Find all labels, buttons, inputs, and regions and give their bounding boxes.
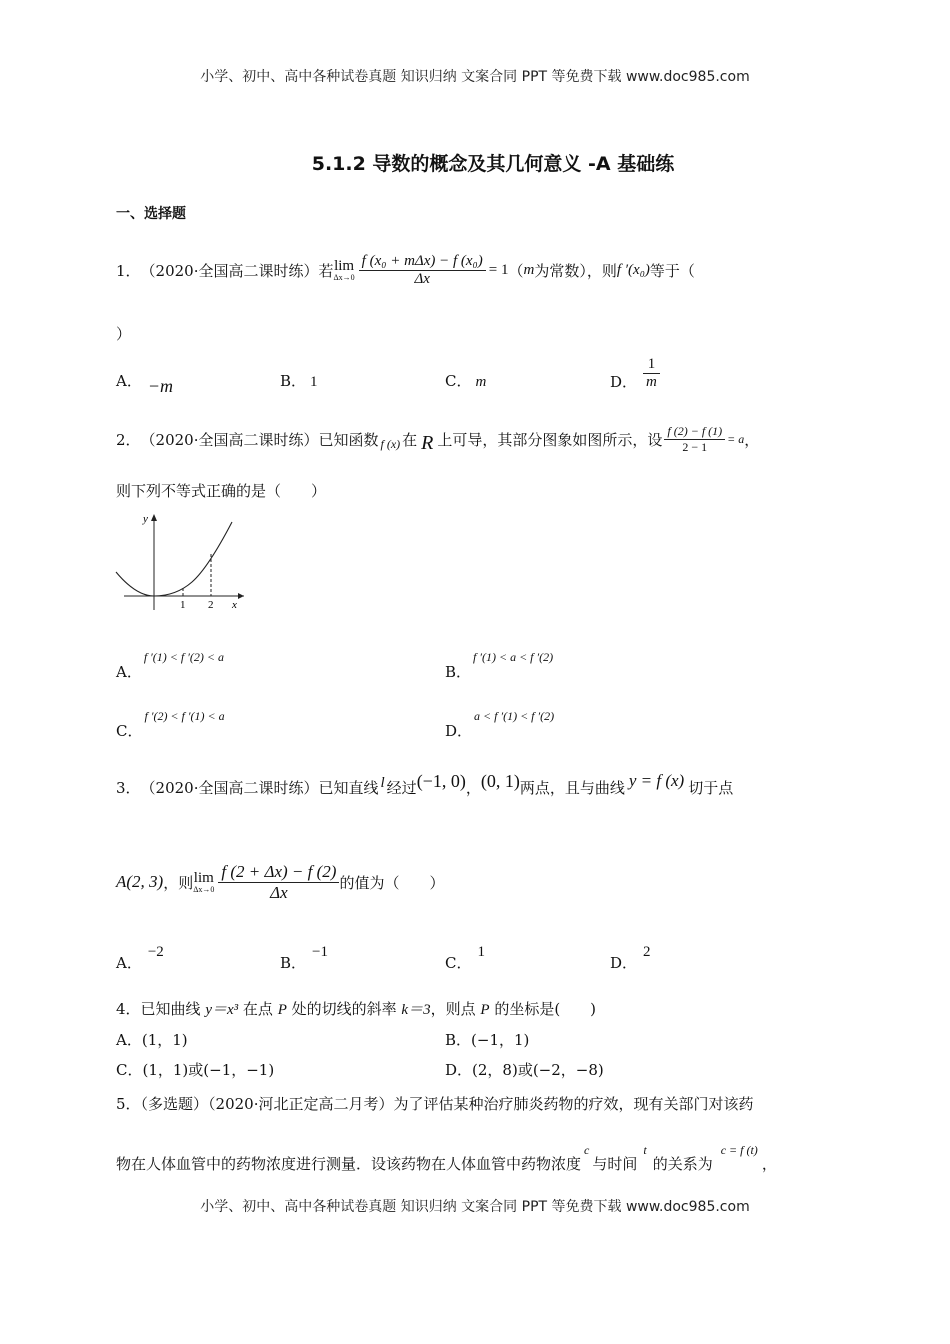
q3-option-a-label: A． — [116, 954, 142, 972]
q1-text-a: （ — [508, 261, 524, 280]
q1-lim-word: lim — [334, 257, 355, 274]
q1-option-b — [280, 370, 318, 391]
q1-frac-numerator: f (x₀ + mΔx) − f (x₀) — [359, 253, 486, 271]
q3-option-d — [610, 940, 651, 972]
q5-c: c — [584, 1143, 590, 1157]
q3-text-d: 切于点 — [688, 778, 734, 797]
q3-option-a-value: −2 — [147, 944, 164, 960]
q1-option-d-label: D． — [610, 373, 638, 391]
q1-option-c — [445, 370, 486, 391]
q4-option-b — [445, 1029, 529, 1050]
q3-option-c — [445, 940, 485, 972]
q2-fx: f (x) — [380, 436, 401, 451]
q3-text-c: 两点，且与曲线 — [519, 778, 625, 797]
q3-option-b-label: B． — [280, 954, 307, 972]
q2-number: 2． — [116, 430, 141, 449]
q4-option-c-label: C． — [116, 1061, 143, 1079]
q4-option-b-value: (−1，1) — [471, 1031, 530, 1049]
q2-function-graph — [112, 510, 252, 615]
q4-number: 4． — [116, 1000, 141, 1018]
q4-k: k＝3 — [401, 1002, 431, 1018]
q4-curve: y＝x³ — [205, 1002, 239, 1018]
q4-option-b-label: B． — [445, 1031, 472, 1049]
q5-line-2 — [116, 1140, 777, 1174]
question-4 — [116, 998, 596, 1019]
q2-option-c-label: C． — [116, 722, 143, 740]
q3-option-b-value: −1 — [312, 944, 328, 960]
graph-tick-1: 1 — [180, 599, 186, 611]
q3-frac-denominator: Δx — [270, 882, 288, 902]
y-axis-arrow — [151, 514, 157, 521]
q2-option-b-value: f ′(1) < a < f ′(2) — [473, 650, 554, 664]
q1-option-c-label: C． — [445, 372, 472, 390]
q2-equals: = a — [727, 431, 745, 446]
q2-option-b-label: B． — [445, 663, 472, 681]
q2-option-d-value: a < f ′(1) < f ′(2) — [474, 709, 555, 723]
q3-limit — [193, 871, 214, 894]
q1-source: （2020·全国高二课时练）若 — [140, 261, 334, 280]
q4-P: P — [277, 1002, 287, 1018]
q1-option-b-label: B． — [280, 372, 307, 390]
q3-point-1: (−1, 0) — [416, 770, 466, 791]
q2-option-c-value: f ′(2) < f ′(1) < a — [144, 709, 225, 723]
q2-option-a-label: A． — [116, 663, 142, 681]
page-footer: 小学、初中、高中各种试卷真题 知识归纳 文案合同 PPT 等免费下载 www.doc985.com — [200, 1199, 750, 1215]
q3-text-e: ，则 — [163, 873, 194, 892]
q3-option-c-label: C． — [445, 954, 472, 972]
q4-option-d-value: (2，8)或(−2，−8) — [472, 1061, 604, 1079]
q5-t: t — [643, 1143, 647, 1157]
q2-frac-denominator: 2 − 1 — [682, 439, 708, 454]
q3-line-l: l — [380, 774, 385, 791]
q2-text-d: ， — [744, 430, 760, 449]
q5-number: 5． — [116, 1095, 141, 1113]
q5-text-c: 的关系为 — [652, 1155, 713, 1173]
q1-m: m — [523, 261, 535, 278]
q2-text-a: （2020·全国高二课时练）已知函数 — [140, 430, 379, 449]
q1-option-d-fraction — [643, 356, 660, 391]
q4-text-b: 在点 — [238, 1000, 278, 1018]
q4-option-d-label: D． — [445, 1061, 473, 1079]
q2-fraction — [664, 424, 725, 455]
question-5 — [116, 1093, 754, 1114]
q1-option-c-value: m — [475, 374, 487, 390]
q2-option-d-label: D． — [445, 722, 473, 740]
q3-option-d-label: D． — [610, 954, 638, 972]
q3-curve: y = f (x) — [628, 771, 685, 790]
q4-option-c — [116, 1059, 274, 1080]
q3-option-c-value: 1 — [477, 944, 485, 960]
q5-text-d: ， — [761, 1155, 777, 1173]
q3-lim-sub: Δx→0 — [193, 884, 215, 894]
q4-text-d: ，则点 — [430, 1000, 481, 1018]
q1-fprime: f ′(x₀) — [616, 261, 650, 278]
q1-option-b-value: 1 — [310, 374, 318, 390]
q1-limit — [334, 259, 355, 282]
q1-frac-denominator: Δx — [414, 270, 430, 287]
q3-lim-word: lim — [193, 869, 214, 886]
q4-P-2: P — [480, 1002, 490, 1018]
q4-option-a-label: A． — [116, 1031, 142, 1049]
q3-point-A: A(2, 3) — [116, 872, 164, 891]
q4-option-a — [116, 1029, 188, 1050]
q2-option-a — [116, 645, 224, 681]
q3-option-a — [116, 940, 164, 972]
q3-comma: ， — [465, 778, 481, 797]
q1-text-c: 等于（ — [649, 261, 695, 280]
q2-option-a-value: f ′(1) < f ′(2) < a — [143, 650, 224, 664]
q4-text-c: 处的切线的斜率 — [286, 1000, 402, 1018]
function-curve — [116, 522, 232, 596]
graph-x-label: x — [232, 599, 237, 611]
q2-text-c: 上可导，其部分图象如图所示，设 — [437, 430, 663, 449]
q1-equals: = 1 — [488, 261, 509, 278]
question-1 — [116, 244, 695, 296]
q2-option-d — [445, 704, 555, 740]
q4-text-e: 的坐标是( ) — [489, 1000, 597, 1018]
q2-R: R — [421, 431, 434, 454]
q3-frac-numerator: f (2 + Δx) − f (2) — [218, 862, 339, 883]
q1-number: 1． — [116, 261, 141, 280]
q4-option-d — [445, 1059, 604, 1080]
q3-point-2: (0, 1) — [480, 770, 520, 791]
q3-text-b: 经过 — [386, 778, 417, 797]
q4-text-a: 已知曲线 — [140, 1000, 206, 1018]
x-axis-arrow — [238, 593, 244, 599]
q2-option-b — [445, 645, 554, 681]
q4-option-a-value: (1，1) — [141, 1031, 188, 1049]
graph-y-label: y — [143, 513, 148, 525]
q3-option-d-value: 2 — [643, 944, 651, 960]
question-2 — [116, 416, 759, 462]
page-title: 5.1.2 导数的概念及其几何意义 -A 基础练 — [311, 153, 675, 175]
q1-fraction — [359, 253, 486, 288]
q1-option-a — [116, 370, 173, 396]
q2-text-b: 在 — [402, 430, 418, 449]
q2-line-2: 则下列不等式正确的是（ ） — [116, 482, 327, 500]
q3-text-f: 的值为（ ） — [339, 873, 445, 892]
q1-option-a-value: −m — [147, 376, 173, 396]
q1-option-d — [610, 356, 660, 391]
q1-text-b: 为常数），则 — [534, 261, 617, 280]
page-header: 小学、初中、高中各种试卷真题 知识归纳 文案合同 PPT 等免费下载 www.doc985.com — [200, 69, 750, 85]
q3-number: 3． — [116, 778, 141, 797]
q3-option-b — [280, 940, 328, 972]
graph-tick-2: 2 — [208, 599, 214, 611]
q1-lim-sub: Δx→0 — [333, 272, 355, 282]
q3-line-2 — [116, 852, 444, 912]
q5-text-b: 与时间 — [592, 1155, 638, 1173]
q2-option-c — [116, 704, 225, 740]
q1-close-paren: ） — [116, 325, 132, 343]
q1-option-d-num: 1 — [643, 356, 660, 374]
q4-option-c-value: (1，1)或(−1，−1) — [142, 1061, 275, 1079]
question-3 — [116, 765, 733, 809]
q2-frac-numerator: f (2) − f (1) — [664, 424, 725, 440]
q1-option-d-den: m — [646, 374, 657, 390]
q5-text-a: 物在人体血管中的药物浓度进行测量．设该药物在人体血管中药物浓度 — [116, 1155, 582, 1173]
q1-option-a-label: A． — [116, 372, 142, 390]
q3-fraction — [218, 862, 339, 903]
q5-relation: c = f (t) — [720, 1143, 758, 1157]
q5-line-1: （多选题）（2020·河北正定高二月考）为了评估某种治疗肺炎药物的疗效，现有关部门对该药 — [140, 1095, 754, 1113]
section-heading: 一、选择题 — [116, 206, 186, 222]
q3-text-a: （2020·全国高二课时练）已知直线 — [140, 778, 379, 797]
